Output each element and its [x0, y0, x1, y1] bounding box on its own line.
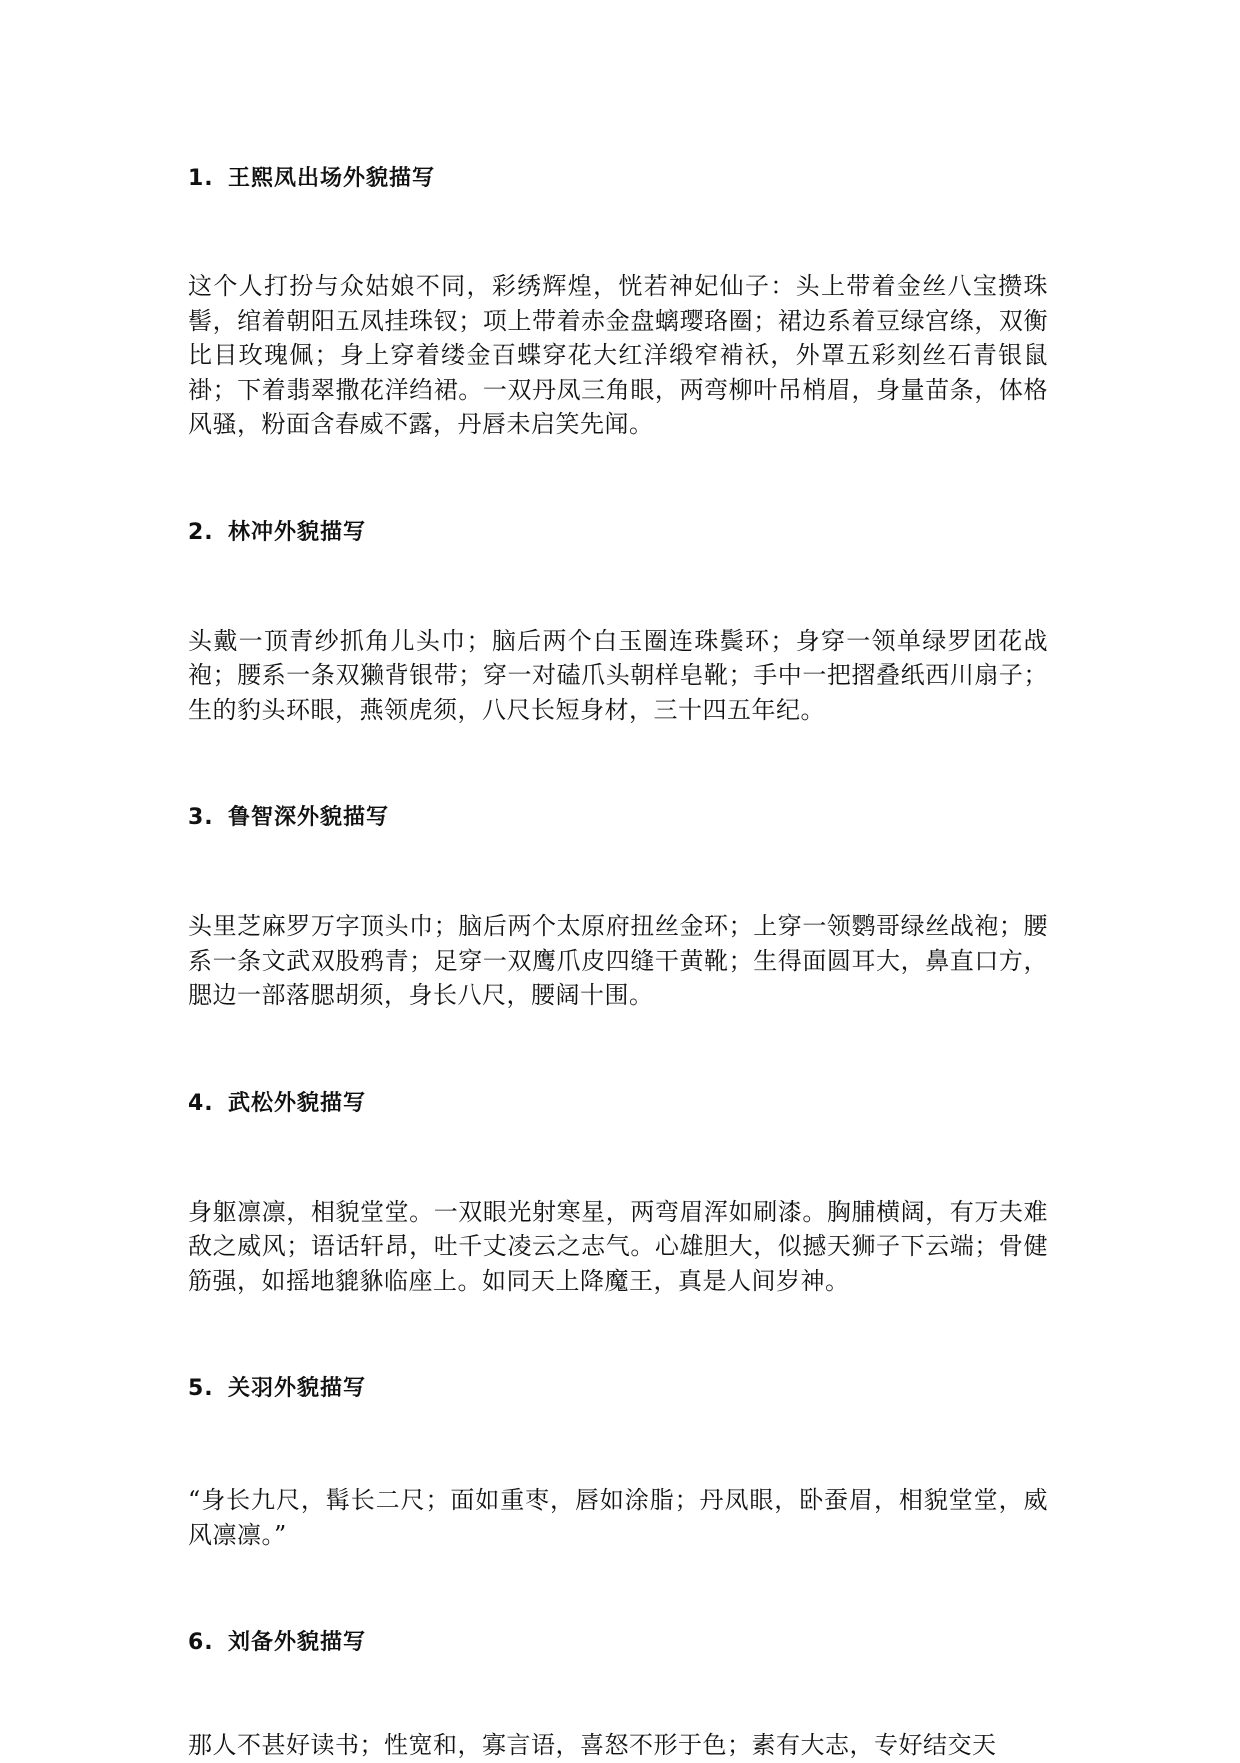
section-title: 鲁智深外貌描写 [228, 805, 390, 830]
section-lu-zhishen [188, 799, 1048, 1013]
section-heading [188, 160, 1048, 198]
section-paragraph: 头戴一顶青纱抓角儿头巾；脑后两个白玉圈连珠鬓环；身穿一领单绿罗团花战袍；腰系一条双獭背银带；穿一对磕爪头朝样皂靴；手中一把摺叠纸西川扇子；生的豹头环眼，燕领虎须，八尺长短身材，三十四五年纪。 [188, 626, 1048, 724]
section-paragraph: 头里芝麻罗万字顶头巾；脑后两个太原府扭丝金环；上穿一领鹦哥绿丝战袍；腰系一条文武双股鸦青；足穿一双鹰爪皮四缝干黄靴；生得面圆耳大，鼻直口方，腮边一部落腮胡须，身长八尺，腰阔十围。 [188, 912, 1048, 1009]
section-title: 林冲外貌描写 [228, 519, 367, 545]
section-number: 5. [188, 1376, 214, 1401]
section-paragraph: 这个人打扮与众姑娘不同，彩绣辉煌，恍若神妃仙子：头上带着金丝八宝攒珠髻，绾着朝阳五凤挂珠钗；项上带着赤金盘螭璎珞圈；裙边系着豆绿宫绦，双衡比目玫瑰佩；身上穿着缕金百蝶穿花大红洋缎窄褃袄，外罩五彩刻丝石青银鼠褂；下着翡翠撒花洋绉裙。一双丹凤三角眼，两弯柳叶吊梢眉，身量苗条，体格风骚，粉面含春威不露，丹唇未启笑先闻。 [188, 272, 1048, 438]
section-wang-xifeng [188, 160, 1048, 442]
section-title: 王熙凤出场外貌描写 [228, 166, 436, 191]
section-title: 刘备外貌描写 [228, 1630, 367, 1655]
section-wu-song [188, 1085, 1048, 1299]
section-heading [188, 799, 1048, 837]
section-lin-chong [188, 514, 1048, 728]
section-number: 3. [188, 805, 214, 830]
section-title: 武松外貌描写 [228, 1090, 367, 1116]
section-paragraph: “身长九尺，髯长二尺；面如重枣，唇如涂脂；丹凤眼，卧蚕眉，相貌堂堂，威风凛凛。” [188, 1486, 1048, 1549]
section-number: 1. [188, 166, 214, 191]
section-paragraph: 身躯凛凛，相貌堂堂。一双眼光射寒星，两弯眉浑如刷漆。胸脯横阔，有万夫难敌之威风；语话轩昂，吐千丈凌云之志气。心雄胆大，似撼天狮子下云端；骨健筋强，如摇地貔貅临座上。如同天上降魔王，真是人间岁神。 [188, 1197, 1048, 1295]
section-heading [188, 1370, 1048, 1408]
section-guan-yu [188, 1370, 1048, 1552]
section-number: 2. [188, 519, 214, 545]
document-body [188, 160, 1048, 1763]
section-number: 6. [188, 1630, 214, 1655]
section-number: 4. [188, 1090, 214, 1116]
section-liu-bei [188, 1624, 1048, 1763]
section-title: 关羽外貌描写 [228, 1376, 367, 1401]
section-heading [188, 1085, 1048, 1123]
section-heading [188, 514, 1048, 552]
section-heading [188, 1624, 1048, 1662]
section-paragraph: 那人不甚好读书；性宽和，寡言语，喜怒不形于色；素有大志，专好结交天 [188, 1731, 997, 1759]
